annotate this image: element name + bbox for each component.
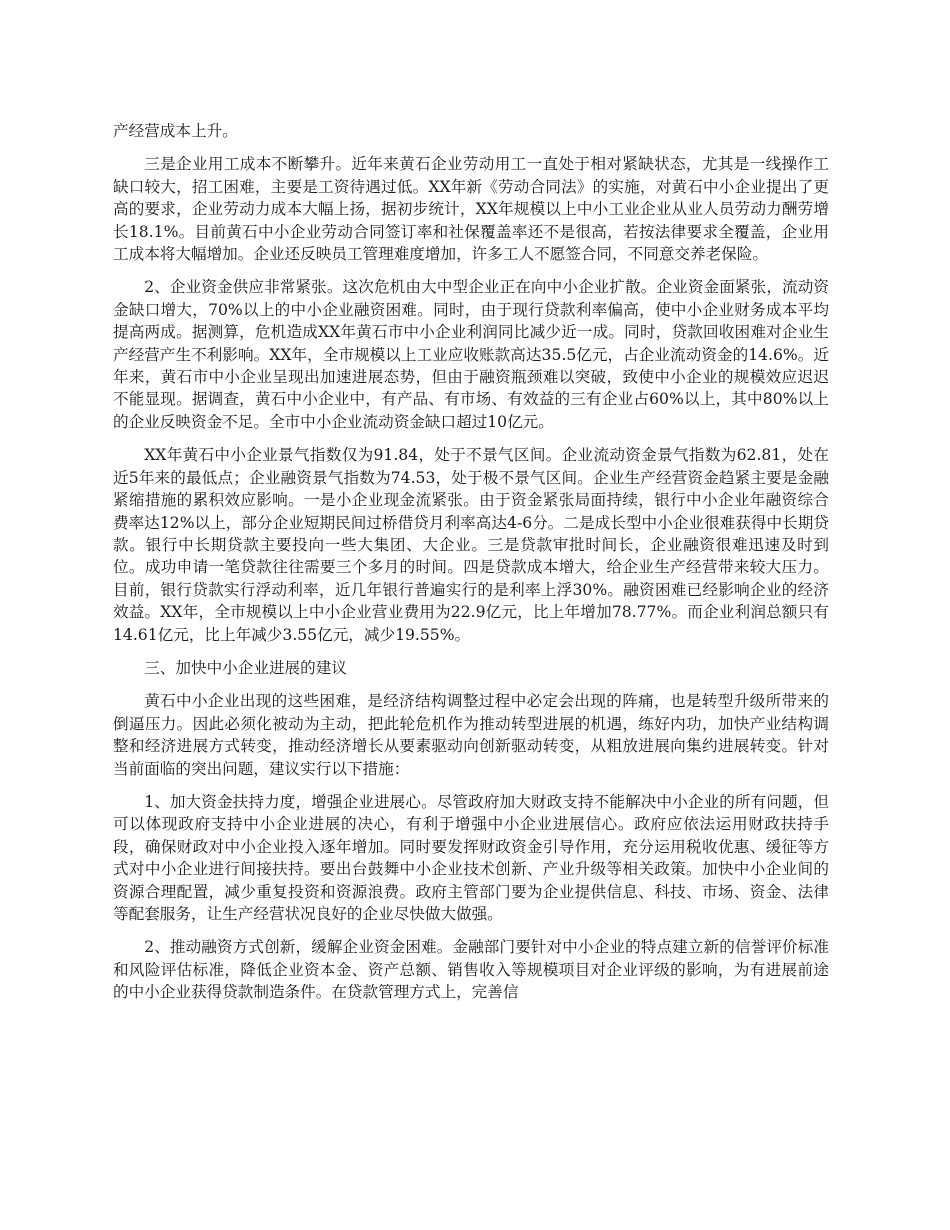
paragraph-financing-innovation: 2、推动融资方式创新，缓解企业资金困难。金融部门要针对中小企业的特点建立新的信誉评价标准和风险评估标准，降低企业资本金、资产总额、销售收入等规模项目对企业评级的影响，为有进展前途的中小企业获得贷款制造条件。在贷款管理方式上，完善信: [113, 938, 829, 1002]
paragraph-funding-support: 1、加大资金扶持力度，增强企业进展心。尽管政府加大财政支持不能解决中小企业的所有问题，但可以体现政府支持中小企业进展的决心，有利于增强中小企业进展信心。政府应依法运用财政扶持手段，确保财政对中小企业投入逐年增加。同时要发挥财政资金引导作用，充分运用税收优惠、缓征等方式对中小企业进行间接扶持。要出台鼓舞中小企业技术创新、产业升级等相关政策。加快中小企业间的资源合理配置，减少重复投资和资源浪费。政府主管部门要为企业提供信息、科技、市场、资金、法律等配套服务，让生产经营状况良好的企业尽快做大做强。: [113, 792, 829, 923]
paragraph-capital-supply: 2、企业资金供应非常紧张。这次危机由大中型企业正在向中小企业扩散。企业资金面紧张，流动资金缺口增大，70%以上的中小企业融资困难。同时，由于现行贷款利率偏高，使中小企业财务成本平均提高两成。据测算，危机造成XX年黄石市中小企业利润同比减少近一成。同时，贷款回收困难对企业生产经营产生不利影响。XX年，全市规模以上工业应收账款高达35.5亿元，占企业流动资金的14.6%。近年来，黄石市中小企业呈现出加速进展态势，但由于融资瓶颈难以突破，致使中小企业的规模效应迟迟不能显现。据调查，黄石中小企业中，有产品、有市场、有效益的三有企业占60%以上，其中80%以上的企业反映资金不足。全市中小企业流动资金缺口超过10亿元。: [113, 278, 829, 431]
section-heading-suggestions: 三、加快中小企业进展的建议: [144, 658, 347, 677]
paragraph-prosperity-index: XX年黄石中小企业景气指数仅为91.84，处于不景气区间。企业流动资金景气指数为62.81，处在近5年来的最低点；企业融资景气指数为74.53，处于极不景气区间。企业生产经营资金趋紧主要是金融紧缩措施的累积效应影响。一是小企业现金流紧张。由于资金紧张局面持续，银行中小企业年融资综合费率达12%以上，部分企业短期民间过桥借贷月利率高达4-6分。二是成长型中小企业很难获得中长期贷款。银行中长期贷款主要投向一些大集团、大企业。三是贷款审批时间长，企业融资很难迅速及时到位。成功申请一笔贷款往往需要三个多月的时间。四是贷款成本增大，给企业生产经营带来较大压力。目前，银行贷款实行浮动利率，近几年银行普遍实行的是利率上浮30%。融资困难已经影响企业的经济效益。XX年，全市规模以上中小企业营业费用为22.9亿元，比上年增加78.77%。而企业利润总额只有14.61亿元，比上年减少3.55亿元，减少19.55%。: [113, 446, 829, 644]
document-body: [113, 120, 829, 1015]
paragraph-labor-cost: 三是企业用工成本不断攀升。近年来黄石企业劳动用工一直处于相对紧缺状态，尤其是一线操作工缺口较大，招工困难，主要是工资待遇过低。XX年新《劳动合同法》的实施，对黄石中小企业提出了更高的要求，企业劳动力成本大幅上扬，据初步统计，XX年规模以上中小工业企业从业人员劳动力酬劳增长18.1%。目前黄石中小企业劳动合同签订率和社保覆盖率还不是很高，若按法律要求全覆盖，企业用工成本将大幅增加。企业还反映员工管理难度增加，许多工人不愿签合同，不同意交养老保险。: [113, 155, 829, 264]
paragraph-transformation: 黄石中小企业出现的这些困难，是经济结构调整过程中必定会出现的阵痛，也是转型升级所带来的倒逼压力。因此必须化被动为主动，把此轮危机作为推动转型进展的机遇，练好内功，加快产业结构调整和经济进展方式转变，推动经济增长从要素驱动向创新驱动转变，从粗放进展向集约进展转变。针对当前面临的突出问题，建议实行以下措施：: [113, 692, 829, 778]
paragraph-continuation: 产经营成本上升。: [113, 122, 238, 140]
